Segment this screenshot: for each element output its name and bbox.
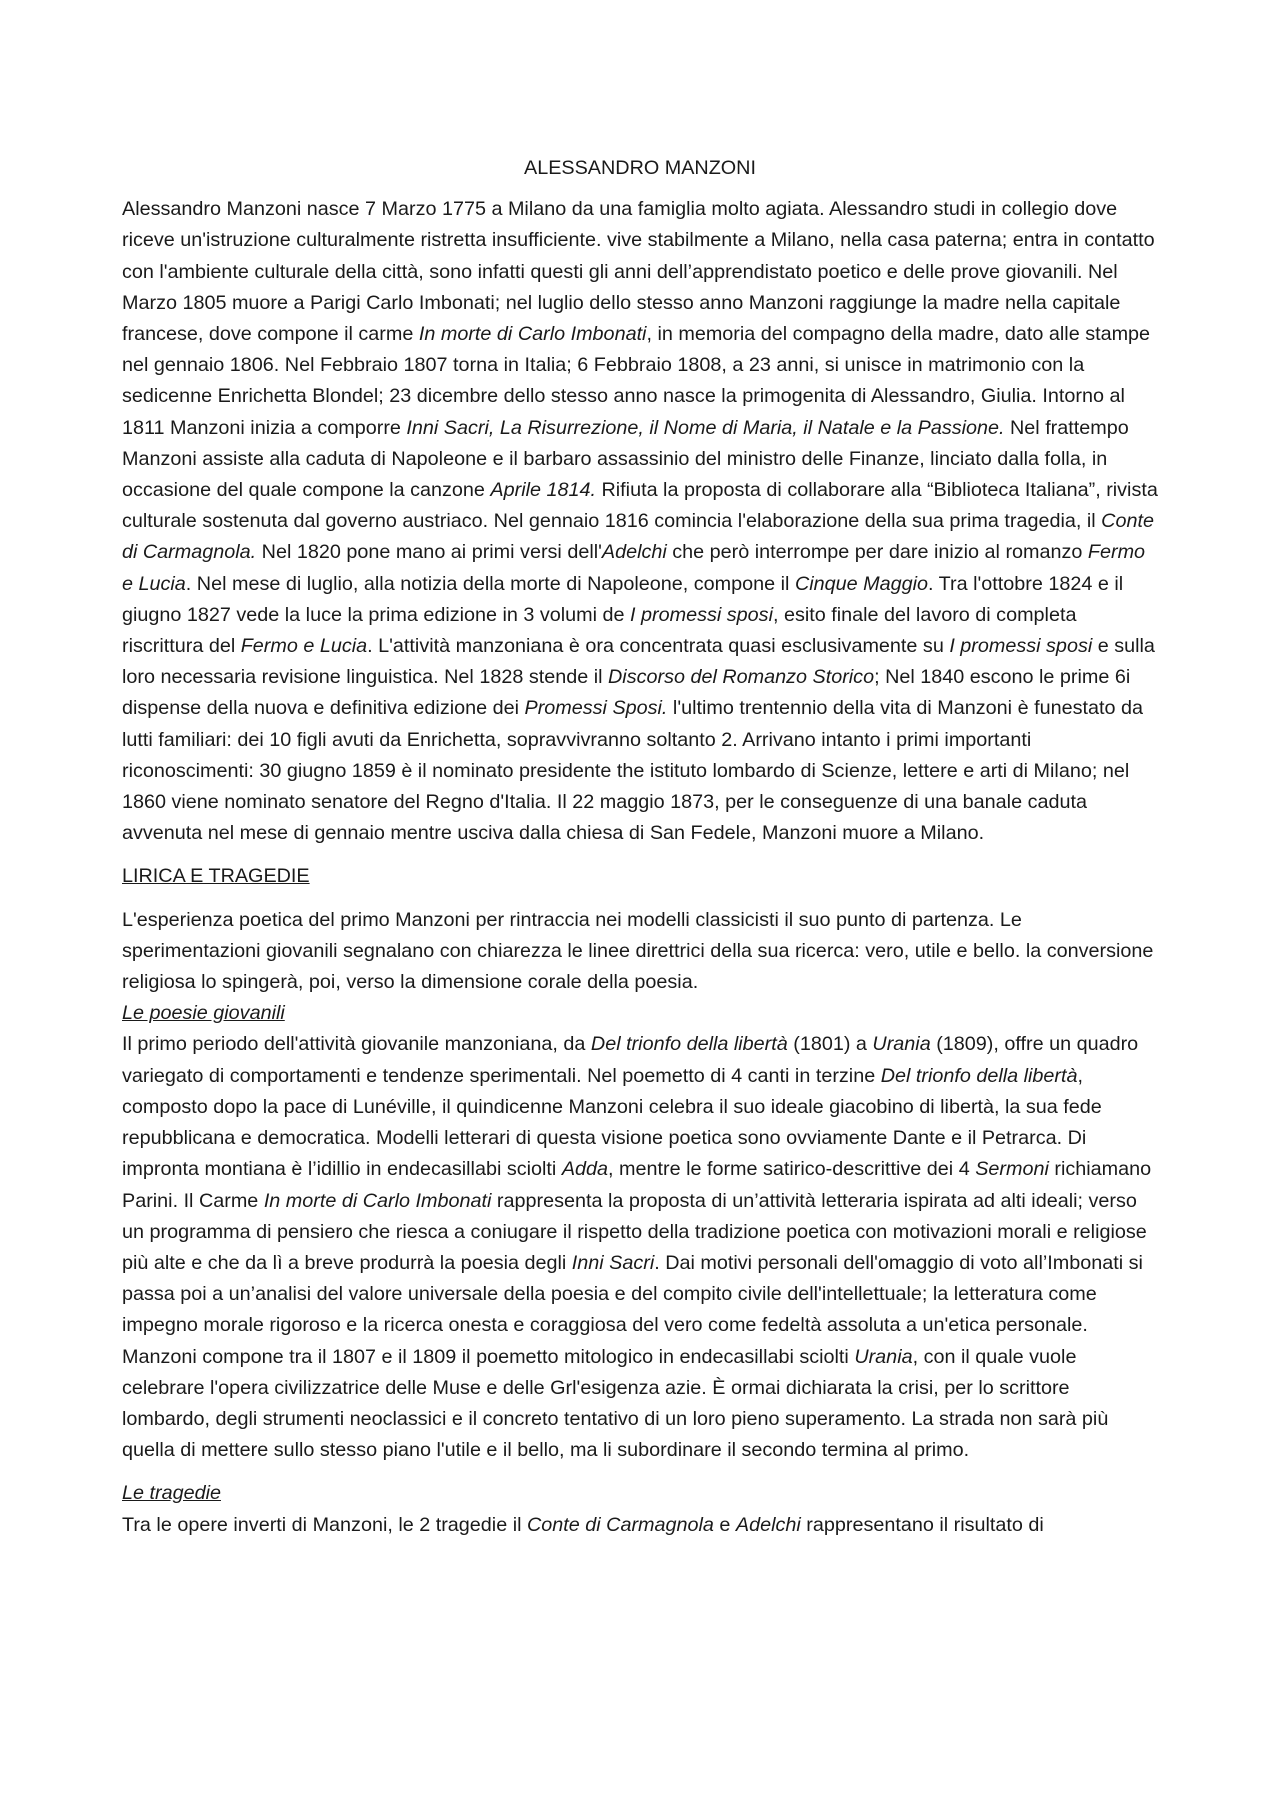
bio-text: Nel frattempo Manzoni assiste alla caduta di Napoleone e il barbaro assassinio del ministro delle Finanze, linciato dalla folla, in occasione del quale compone la canzone <box>122 416 1129 502</box>
bio-text: che però interrompe per dare inizio al romanzo <box>666 541 1088 564</box>
poesie-giovanili-paragraph <box>122 1029 1158 1466</box>
bio-text: ; Nel 1840 escono le prime 6i dispense della nuova e definitiva edizione dei <box>122 666 1131 720</box>
bio-work-title: Promessi Sposi. <box>524 697 668 720</box>
biography-paragraph <box>122 194 1158 849</box>
bio-work-title: Cinque Maggio <box>794 572 929 595</box>
bio-work-title: Fermo e Lucia <box>122 541 1146 595</box>
bio-text: e sulla loro necessaria revisione linguistica. Nel 1828 stende il <box>122 635 1155 689</box>
poesie-work-title: Urania <box>854 1345 913 1368</box>
bio-work-title: I promessi sposi <box>949 635 1093 658</box>
tragedie-work-title: Adelchi <box>735 1513 801 1536</box>
document-title: ALESSANDRO MANZONI <box>524 157 756 179</box>
bio-work-title: Fermo e Lucia <box>240 635 368 658</box>
tragedie-text: Tra le opere inverti di Manzoni, le 2 tragedie il <box>122 1513 527 1536</box>
bio-work-title: Inni Sacri, La Risurrezione, il Nome di Maria, il Natale e la Passione. <box>406 416 1005 439</box>
poesie-text: (1809), offre un quadro variegato di comportamenti e tendenze sperimentali. Nel poemetto di 4 canti in terzine <box>122 1033 1139 1087</box>
poesie-work-title: Del trionfo della libertà <box>880 1064 1078 1087</box>
bio-work-title: In morte di Carlo Imbonati <box>418 323 647 346</box>
poesie-text: (1801) a <box>787 1033 873 1056</box>
poesie-work-title: Del trionfo della libertà <box>590 1033 788 1056</box>
poesie-text: rappresenta la proposta di un’attività letteraria ispirata ad alti ideali; verso un programma di pensiero che riesca a coniugare il rispetto della tradizione poetica con motivazioni morali e religiose più alte e che da lì a breve produrrà la poesia degli <box>122 1189 1147 1274</box>
bio-text: l'ultimo trentennio della vita di Manzoni è funestato da lutti familiari: dei 10 figli avuti da Enrichetta, sopravvivranno soltanto 2. Arrivano intanto i primi importanti riconoscimenti: 30 giugno 1859 è il nominato presidente the istituto lombardo di Scienze, lettere e arti di Milano; nel 1860 viene nominato senatore del Regno d'Italia. Il 22 maggio 1873, per le conseguenze di una banale caduta avvenuta nel mese di gennaio mentre usciva dalla chiesa di San Fedele, Manzoni muore a Milano. <box>122 697 1143 845</box>
tragedie-text: rappresentano il risultato di <box>800 1513 1044 1536</box>
poesie-work-title: Urania <box>872 1033 931 1056</box>
subheading-tragedie: Le tragedie <box>122 1482 221 1505</box>
bio-text: , esito finale del lavoro di completa riscrittura del <box>122 603 1077 658</box>
poesie-text: . Dai motivi personali dell'omaggio di voto all’Imbonati si passa poi a un’analisi del valore universale della poesia e del compito civile dell'intellettuale; la letteratura come impegno morale rigoroso e la ricerca onesta e coraggiosa del vero come fedeltà assoluta a un'etica personale. Manzoni compone tra il 1807 e il 1809 il poemetto mitologico in endecasillabi sciolti <box>122 1251 1143 1368</box>
tragedie-text: e <box>713 1513 736 1536</box>
lirica-intro-paragraph: L'esperienza poetica del primo Manzoni per rintraccia nei modelli classicisti il suo punto di partenza. Le sperimentazioni giovanili segnalano con chiarezza le linee direttrici della sua ricerca: vero, utile e bello. la conversione religiosa lo spingerà, poi, verso la dimensione corale della poesia. <box>122 908 1154 994</box>
bio-text: , in memoria del compagno della madre, dato alle stampe nel gennaio 1806. Nel Febbraio 1807 torna in Italia; 6 Febbraio 1808, a 23 anni, si unisce in matrimonio con la sedicenne Enrichetta Blondel; 23 dicembre dello stesso anno nasce la primogenita di Alessandro, Giulia. Intorno al 1811 Manzoni inizia a comporre <box>122 323 1151 439</box>
bio-work-title: Conte di Carmagnola. <box>122 510 1154 564</box>
poesie-text: , con il quale vuole celebrare l'opera civilizzatrice delle Muse e delle Grl'esigenza azie. È ormai dichiarata la crisi, per lo scrittore lombardo, degli strumenti neoclassici e il concreto tentativo di un loro pieno superamento. La strada non sarà più quella di mettere sullo stesso piano l'utile e il bello, ma li subordinare il secondo termina al primo. <box>122 1345 1109 1462</box>
bio-text: . Nel mese di luglio, alla notizia della morte di Napoleone, compone il <box>185 572 795 595</box>
poesie-work-title: In morte di Carlo Imbonati <box>263 1189 492 1212</box>
poesie-text: richiamano Parini. Il Carme <box>122 1158 1152 1212</box>
bio-text: Alessandro Manzoni nasce 7 Marzo 1775 a Milano da una famiglia molto agiata. Alessandro studi in collegio dove riceve un'istruzione culturalmente ristretta insufficiente. vive stabilmente a Milano, nella casa paterna; entra in contatto con l'ambiente culturale della città, sono infatti questi gli anni dell’apprendistato poetico e delle prove giovanili. Nel Marzo 1805 muore a Parigi Carlo Imbonati; nel luglio dello stesso anno Manzoni raggiunge la madre nella capitale francese, dove compone il carme <box>122 198 1155 346</box>
subheading-poesie-giovanili: Le poesie giovanili <box>122 1002 285 1025</box>
poesie-work-title: Inni Sacri <box>571 1251 655 1274</box>
bio-text: . Tra l'ottobre 1824 e il giugno 1827 vede la luce la prima edizione in 3 volumi de <box>122 572 1124 626</box>
bio-work-title: I promessi sposi <box>630 603 773 626</box>
poesie-work-title: Adda <box>561 1158 609 1181</box>
bio-text: Rifiuta la proposta di collaborare alla “Biblioteca Italiana”, rivista culturale sostenuta dal governo austriaco. Nel gennaio 1816 comincia l'elaborazione della sua prima tragedia, il <box>122 479 1158 533</box>
poesie-work-title: Sermoni <box>975 1158 1049 1181</box>
poesie-text: Il primo periodo dell'attività giovanile manzoniana, da <box>122 1033 591 1056</box>
tragedie-work-title: Conte di Carmagnola <box>526 1513 714 1536</box>
section-heading-lirica: LIRICA E TRAGEDIE <box>122 865 310 888</box>
tragedie-paragraph <box>122 1510 1158 1541</box>
bio-work-title: Adelchi <box>601 541 667 564</box>
bio-text: . L'attività manzoniana è ora concentrata quasi esclusivamente su <box>367 635 950 658</box>
bio-work-title: Discorso del Romanzo Storico <box>608 666 875 689</box>
bio-work-title: Aprile 1814. <box>490 479 596 502</box>
poesie-text: , composto dopo la pace di Lunéville, il quindicenne Manzoni celebra il suo ideale giacobino di libertà, la sua fede repubblicana e democratica. Modelli letterari di questa visione poetica sono ovviamente Dante e il Petrarca. Di impronta montiana è l’idillio in endecasillabi sciolti <box>122 1064 1102 1181</box>
poesie-text: , mentre le forme satirico-descrittive dei 4 <box>608 1158 976 1181</box>
bio-text: Nel 1820 pone mano ai primi versi dell' <box>256 541 602 564</box>
